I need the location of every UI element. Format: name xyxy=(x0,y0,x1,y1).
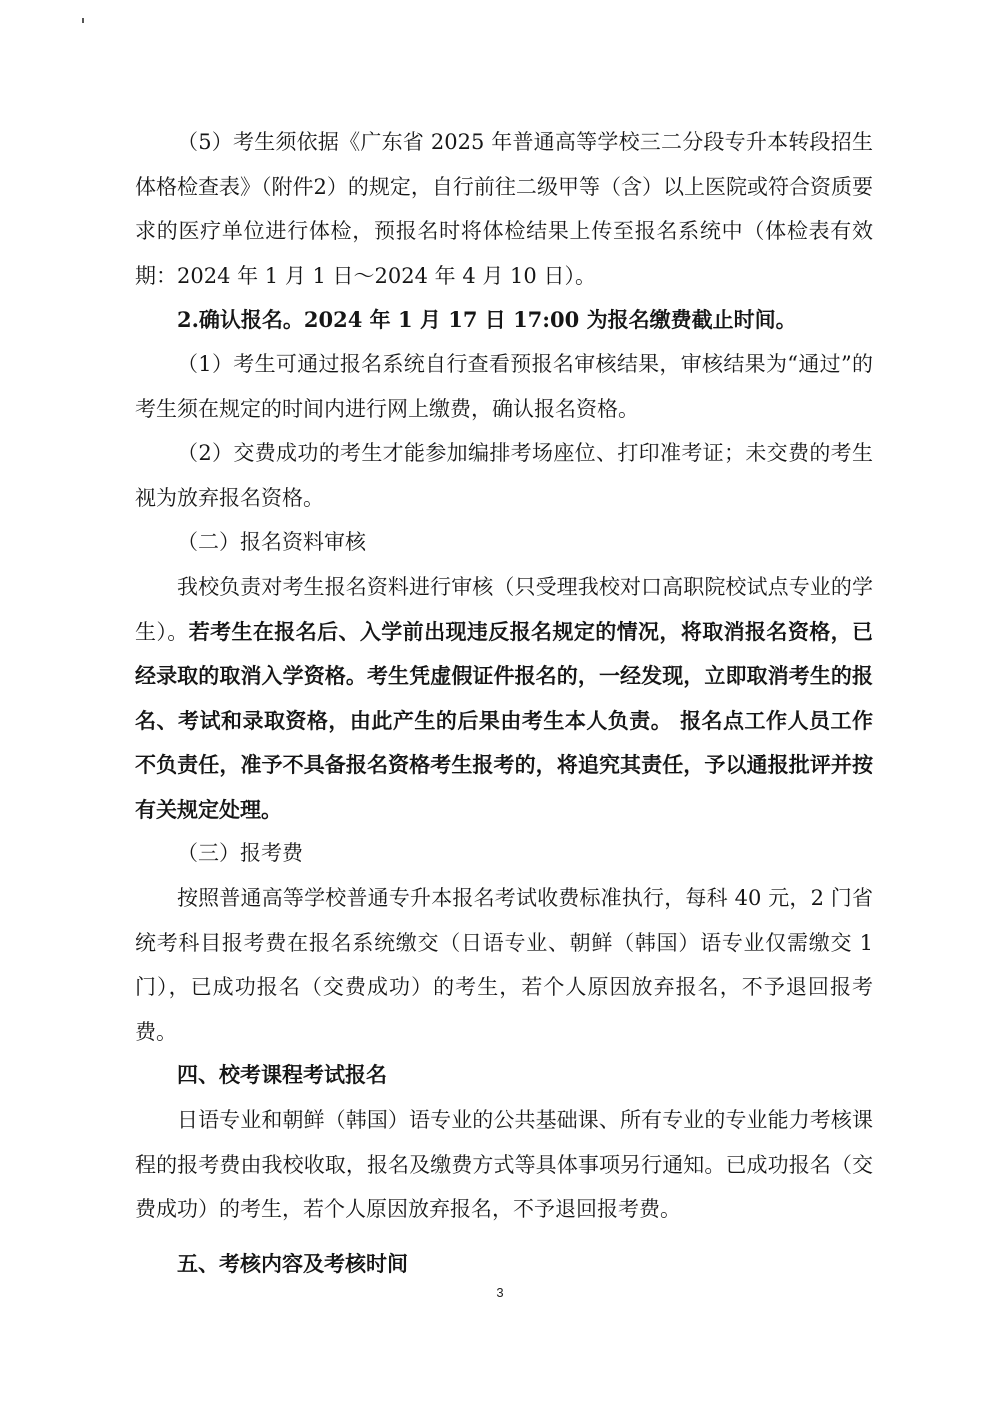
review-text: 我校负责对考生报名资料进行审核（只受理我校对口高职院校试点专业的学生）。 xyxy=(135,575,873,644)
heading-exam-fee: （三）报考费 xyxy=(177,841,303,865)
review-warning-text: 若考生在报名后、入学前出现违反报名规定的情况，将取消报名资格，已经录取的取消入学资格。考生凭虚假证件报名的，一经发现，立即取消考生的报名、考试和录取资格，由此产生的后果由考生本人负责。 报名点工作人员工作不负责任，准予不具备报名资格考生报考的，将追究其责任，予以通报批评并按有关规定处理。 xyxy=(135,618,874,822)
heading-material-review: （二）报名资料审核 xyxy=(177,530,366,554)
paragraph-payment-success: （2）交费成功的考生才能参加编排考场座位、打印准考证；未交费的考生视为放弃报名资格。 xyxy=(135,441,873,510)
paragraph-school-exam-fee: 日语专业和朝鲜（韩国）语专业的公共基础课、所有专业的专业能力考核课程的报考费由我校收取，报名及缴费方式等具体事项另行通知。已成功报名（交费成功）的考生，若个人原因放弃报名，不予退回报考费。 xyxy=(135,1108,873,1221)
paragraph-material-review xyxy=(135,565,873,832)
scan-speck xyxy=(82,18,84,23)
heading-school-exam-registration: 四、校考课程考试报名 xyxy=(177,1062,387,1087)
heading-confirm-registration: 2.确认报名。2024 年 1 月 17 日 17:00 为报名缴费截止时间。 xyxy=(177,307,797,332)
heading-exam-content-time: 五、考核内容及考核时间 xyxy=(177,1251,408,1276)
page-number: 3 xyxy=(496,1285,504,1300)
paragraph-physical-exam: （5）考生须依据《广东省 2025 年普通高等学校三二分段专升本转段招生体格检查表》（附件2）的规定，自行前往二级甲等（含）以上医院或符合资质要求的医疗单位进行体检，预报名时将体检结果上传至报名系统中（体检表有效期：2024 年 1 月 1 日～2024 年 4 月 10 日）。 xyxy=(135,130,873,288)
paragraph-exam-fee: 按照普通高等学校普通专升本报名考试收费标准执行，每科 40 元，2 门省统考科目报考费在报名系统缴交（日语专业、朝鲜（韩国）语专业仅需缴交 1 门），已成功报名（交费成功）的考生，若个人原因放弃报名，不予退回报考费。 xyxy=(135,886,873,1044)
paragraph-check-result: （1）考生可通过报名系统自行查看预报名审核结果，审核结果为“通过”的考生须在规定的时间内进行网上缴费，确认报名资格。 xyxy=(135,352,873,421)
